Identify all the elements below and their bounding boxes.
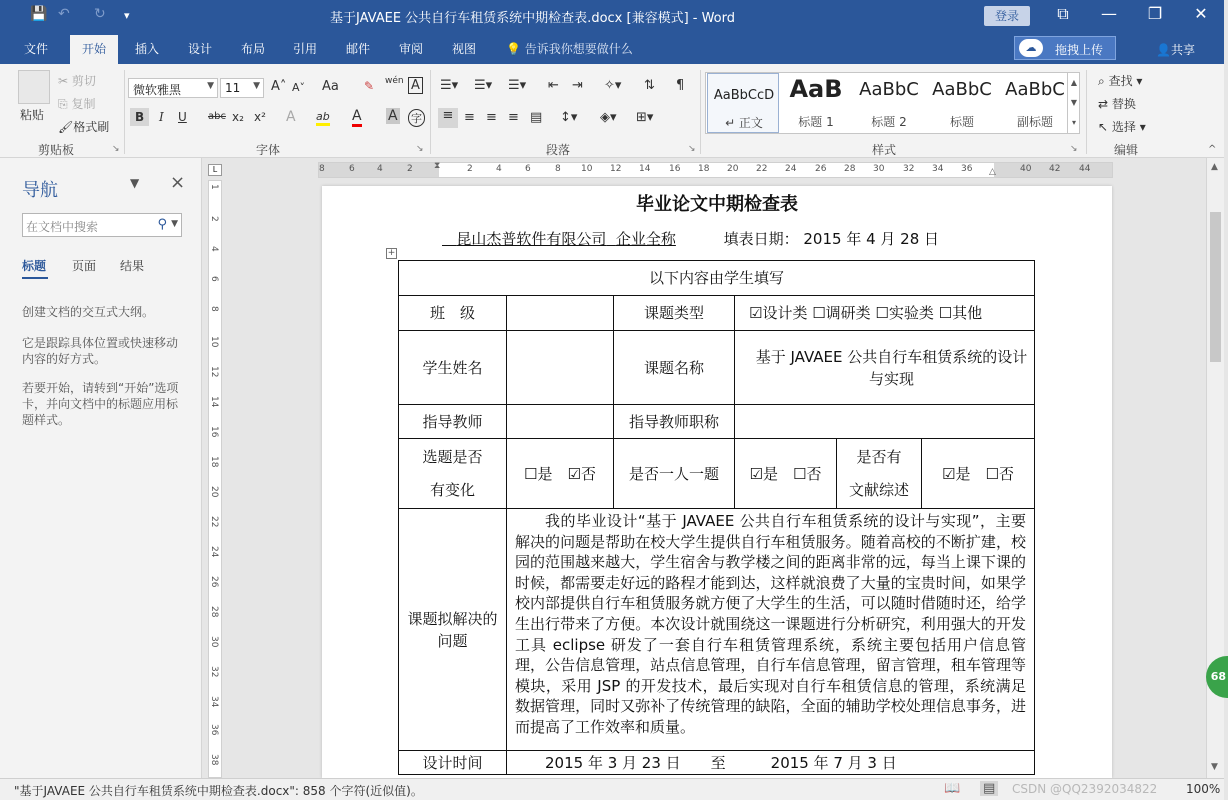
ruler-number: 18 <box>209 456 219 468</box>
numbering-icon[interactable]: ☰▾ <box>474 78 493 93</box>
ruler-number: 28 <box>844 164 856 174</box>
table-move-handle-icon[interactable]: + <box>387 248 396 258</box>
scrollbar-thumb[interactable] <box>1210 212 1221 362</box>
ruler-number: 10 <box>581 164 593 174</box>
paste-button[interactable]: 粘贴 <box>20 108 45 122</box>
ruler-number: 34 <box>932 164 944 174</box>
format-painter-button[interactable]: 🖌格式刷 <box>58 120 110 134</box>
tell-me-search[interactable] <box>506 40 633 57</box>
underline-button[interactable]: U <box>178 110 187 124</box>
design-time-label: 设计时间 <box>399 751 507 775</box>
status-bar <box>0 778 1224 800</box>
topic-name-label: 课题名称 <box>614 331 735 405</box>
font-color-button[interactable]: A <box>352 108 362 127</box>
phonetic-guide-button[interactable]: wén <box>385 76 404 86</box>
window-title: 基于JAVAEE 公共自行车租赁系统中期检查表.docx [兼容模式] - Word <box>330 11 736 26</box>
share-label: 共享 <box>1170 43 1195 57</box>
italic-button[interactable]: I <box>159 110 164 124</box>
tab-references[interactable]: 引用 <box>293 42 318 56</box>
indent-marker-icon[interactable]: ⧗ <box>434 161 441 171</box>
align-right-icon[interactable]: ≡ <box>486 110 497 125</box>
search-icon[interactable]: ⚲ <box>157 217 167 232</box>
ruler-number: 28 <box>209 606 219 618</box>
copy-button[interactable]: ⎘ 复制 <box>58 97 96 111</box>
ruler-number: 4 <box>496 164 502 174</box>
asian-layout-icon[interactable]: ✧▾ <box>604 78 622 93</box>
select-button[interactable]: ↖ 选择 ▾ <box>1098 120 1146 134</box>
clipboard-launcher-icon[interactable]: ↘ <box>112 144 120 154</box>
ruler-number: 12 <box>209 366 219 378</box>
ruler-number: 14 <box>639 164 651 174</box>
styles-gallery <box>705 72 1080 134</box>
horizontal-ruler <box>318 162 1113 178</box>
style-subtitle[interactable]: AaBbC 副标题 <box>1005 79 1065 129</box>
ruler-number: 4 <box>377 164 383 174</box>
advisor-cell[interactable] <box>507 405 614 439</box>
chevron-down-icon: ▼ <box>207 81 214 91</box>
ruler-number: 6 <box>525 164 531 174</box>
nav-message: 创建文档的交互式大纲。 <box>22 305 155 319</box>
distributed-icon[interactable]: ▤ <box>530 110 543 125</box>
undo-icon[interactable]: ↶ <box>58 6 70 22</box>
ruler-number: 14 <box>209 396 219 408</box>
highlight-button[interactable]: ab <box>316 110 330 126</box>
problem-text-cell[interactable]: 我的毕业设计“基于 JAVAEE 公共自行车租赁系统的设计与实现”，主要解决的问题是帮助在校大学生提供自行车租赁服务。随着高校的不断扩建，校园的范围越来越大，学生宿舍与教学楼之间的距离非常的远，每当上课下课的时候，都需要走好远的路程才能到达，这样就浪费了大量的宝贵时间，如果学校内部提供自行车租赁服务就方便了大学生的生活，可以随时借随时还，给学生出行带来了方便。本次设计就围绕这一课题进行分析研究，利用强大的开发工具 eclipse 研发了一套自行车租赁管理系统，系统主要包括用户信息管理，公告信息管理，站点信息管理，自行车信息管理，留言管理，租车管理等模块，采用 JSP 的开发技术，最后实现对自行车租赁信息的管理，系统满足数据管理，同时又弥补了传统管理的缺陷，全面的辅助学校处理信息事务，进而提高了工作效率和质量。 <box>507 509 1035 751</box>
watermark-text: CSDN @QQ2392034822 <box>1012 782 1158 796</box>
ruler-number: 10 <box>209 336 219 348</box>
problem-label: 课题拟解决的问题 <box>399 509 507 751</box>
ribbon-home <box>0 64 1224 158</box>
topic-changed-label: 选题是否 有变化 <box>399 439 507 509</box>
tell-me-label: 告诉我你想要做什么 <box>524 42 633 56</box>
increase-indent-icon[interactable]: ⇥ <box>572 78 583 93</box>
cloud-upload-label: 拖拽上传 <box>1055 43 1104 57</box>
paste-icon[interactable] <box>18 70 50 104</box>
ruler-number: 30 <box>209 636 219 648</box>
ruler-number: 6 <box>209 276 219 282</box>
zoom-level[interactable]: 100% <box>1186 782 1221 796</box>
ruler-number: 26 <box>209 576 219 588</box>
scroll-down-icon[interactable]: ▼ <box>1211 762 1218 772</box>
nav-options-icon[interactable]: ▼ <box>130 176 140 190</box>
ruler-number: 22 <box>209 516 219 528</box>
replace-icon: ⇄ <box>1098 97 1109 111</box>
ruler-number: 2 <box>467 164 473 174</box>
sort-icon[interactable]: ⇅ <box>644 78 655 93</box>
subscript-button[interactable]: x₂ <box>232 110 244 124</box>
nav-tab-pages[interactable]: 页面 <box>72 259 97 273</box>
change-case-button[interactable]: Aa <box>322 79 339 94</box>
share-button[interactable] <box>1156 41 1195 58</box>
document-page[interactable] <box>322 186 1112 778</box>
replace-button[interactable]: ⇄ 替换 <box>1098 97 1136 111</box>
strikethrough-button[interactable]: abc <box>208 111 226 122</box>
advisor-label: 指导教师 <box>399 405 507 439</box>
tab-insert[interactable]: 插入 <box>135 42 160 56</box>
restore-button[interactable]: ❐ <box>1147 4 1163 23</box>
editing-group-label: 编辑 <box>1114 143 1139 157</box>
tab-mailings[interactable]: 邮件 <box>346 42 371 56</box>
class-value-cell[interactable] <box>507 296 614 331</box>
ruler-number: 24 <box>785 164 797 174</box>
ruler-number: 6 <box>349 164 355 174</box>
company-name: 昆山杰普软件有限公司 <box>456 230 607 248</box>
ruler-number: 24 <box>209 546 219 558</box>
tab-home[interactable]: 开始 <box>70 35 118 64</box>
doc-title: 毕业论文中期检查表 <box>636 194 798 215</box>
company-suffix: 企业全称 <box>615 230 676 248</box>
vertical-ruler <box>204 158 224 778</box>
paragraph-launcher-icon[interactable]: ↘ <box>688 144 696 154</box>
vertical-ruler-strip <box>208 180 222 778</box>
paragraph-group-label: 段落 <box>546 143 571 157</box>
clipboard-group-label: 剪贴板 <box>38 143 75 157</box>
style-normal[interactable]: AaBbCcD ↵ 正文 <box>707 73 779 133</box>
date-value: 2015 年 4 月 28 日 <box>803 230 940 248</box>
navigation-pane <box>0 158 202 778</box>
bold-button[interactable]: B <box>130 108 149 126</box>
ruler-number: 18 <box>698 164 710 174</box>
save-icon[interactable]: 💾 <box>30 6 48 22</box>
line-spacing-icon[interactable]: ↕▾ <box>560 110 578 125</box>
cloud-icon: ☁ <box>1019 39 1043 57</box>
copy-icon: ⎘ <box>58 97 68 111</box>
check-form-table <box>398 260 1035 775</box>
title-bar <box>0 0 1224 32</box>
one-per-topic-value[interactable]: ☑是 ☐否 <box>735 439 837 509</box>
login-button[interactable]: 登录 <box>984 6 1030 26</box>
nav-message: 它是跟踪具体位置或快速移动内容的好方式。 <box>22 336 179 366</box>
lit-review-label: 是否有 文献综述 <box>837 439 922 509</box>
read-mode-icon[interactable]: 📖 <box>944 781 961 796</box>
shading-icon[interactable]: ◈▾ <box>600 110 617 125</box>
tab-view[interactable]: 视图 <box>452 42 477 56</box>
borders-icon[interactable]: ⊞▾ <box>636 110 654 125</box>
ruler-number: 8 <box>555 164 561 174</box>
class-label: 班 级 <box>399 296 507 331</box>
nav-pane-title: 导航 <box>22 180 58 201</box>
superscript-button[interactable]: x² <box>254 110 266 124</box>
nav-tab-headings[interactable]: 标题 <box>22 259 47 273</box>
chevron-down-icon: ▼ <box>253 81 260 91</box>
tab-selector-icon[interactable]: L <box>208 164 222 176</box>
clear-format-icon[interactable]: ✎ <box>364 79 375 93</box>
student-name-cell[interactable] <box>507 331 614 405</box>
ruler-number: 38 <box>209 754 219 766</box>
find-button[interactable]: ⌕ 查找 ▾ <box>1098 74 1143 88</box>
char-border-button[interactable]: A <box>408 77 423 94</box>
lightbulb-icon: 💡 <box>506 42 521 56</box>
styles-scroll-icon[interactable]: ▲ ▼ ▾ <box>1067 73 1080 133</box>
ruler-number: 8 <box>209 306 219 312</box>
nav-search-input[interactable]: 在文档中搜索 ⚲ ▼ <box>22 213 182 237</box>
ruler-number: 44 <box>1079 164 1091 174</box>
design-time-value[interactable]: 2015 年 3 月 23 日 至 2015 年 7 月 3 日 <box>507 751 1035 775</box>
ruler-number: 26 <box>815 164 827 174</box>
tab-review[interactable]: 审阅 <box>399 42 424 56</box>
ruler-number: 1 <box>209 184 219 190</box>
cursor-icon: ↖ <box>1098 120 1109 134</box>
styles-launcher-icon[interactable]: ↘ <box>1070 144 1078 154</box>
ruler-number: 2 <box>209 216 219 222</box>
ruler-number: 30 <box>873 164 885 174</box>
decrease-indent-icon[interactable]: ⇤ <box>548 78 559 93</box>
nav-tab-results[interactable]: 结果 <box>120 259 145 273</box>
ribbon-tab-bar <box>0 32 1224 64</box>
customize-qat-icon[interactable]: ▾ <box>124 9 130 22</box>
advisor-title-cell[interactable] <box>735 405 1035 439</box>
ruler-number: 16 <box>669 164 681 174</box>
ruler-number: 42 <box>1049 164 1061 174</box>
ruler-number: 36 <box>209 724 219 736</box>
text-effects-button[interactable]: A <box>286 109 296 125</box>
font-group-label: 字体 <box>256 143 281 157</box>
right-indent-marker-icon[interactable]: △ <box>989 167 996 177</box>
ruler-number: 20 <box>727 164 739 174</box>
doc-company-line <box>442 228 939 249</box>
bullets-icon[interactable]: ☰▾ <box>440 78 459 93</box>
tab-file[interactable]: 文件 <box>24 42 49 56</box>
style-heading-1[interactable]: AaB 标题 1 <box>789 75 843 129</box>
topic-name-value[interactable]: 基于 JAVAEE 公共自行车租赁系统的设计与实现 <box>735 331 1035 405</box>
floating-badge[interactable]: 68 <box>1206 656 1228 698</box>
advisor-title-label: 指导教师职称 <box>614 405 735 439</box>
align-left-icon[interactable]: ≡ <box>438 108 458 128</box>
topic-changed-value[interactable]: ☐是 ☑否 <box>507 439 614 509</box>
close-icon[interactable]: × <box>170 172 186 193</box>
ruler-number: 22 <box>756 164 768 174</box>
word-count-status[interactable]: "基于JAVAEE 公共自行车租赁系统中期检查表.docx": 858 个字符(近似值)。 <box>14 784 423 798</box>
tab-design[interactable]: 设计 <box>188 42 213 56</box>
ruler-number: 34 <box>209 696 219 708</box>
justify-icon[interactable]: ≡ <box>508 110 519 125</box>
close-button[interactable]: ✕ <box>1194 4 1208 23</box>
active-tab-indicator <box>22 277 48 279</box>
scroll-up-icon[interactable]: ▲ <box>1211 162 1218 172</box>
ruler-number: 8 <box>319 164 325 174</box>
multilevel-list-icon[interactable]: ☰▾ <box>508 78 527 93</box>
cut-button[interactable]: ✂ 剪切 <box>58 74 96 88</box>
chevron-down-icon[interactable]: ▼ <box>171 219 178 229</box>
tab-layout[interactable]: 布局 <box>241 42 266 56</box>
collapse-ribbon-icon[interactable]: ^ <box>1208 144 1217 155</box>
ribbon-display-options-icon[interactable]: ⧉ <box>1057 4 1069 23</box>
font-name-combo[interactable]: 微软雅黑 ▼ <box>128 78 218 98</box>
topic-type-value[interactable]: ☑设计类 ☐调研类 ☐实验类 ☐其他 <box>735 296 1035 331</box>
font-launcher-icon[interactable]: ↘ <box>416 144 424 154</box>
lit-review-value[interactable]: ☑是 ☐否 <box>922 439 1035 509</box>
ruler-number: 16 <box>209 426 219 438</box>
redo-icon[interactable]: ↻ <box>94 6 106 22</box>
student-name-label: 学生姓名 <box>399 331 507 405</box>
ruler-number: 20 <box>209 486 219 498</box>
enclose-chars-button[interactable]: 字 <box>408 109 425 127</box>
grow-font-button[interactable]: A˄ <box>271 79 287 94</box>
scissors-icon: ✂ <box>58 74 69 88</box>
nav-message: 若要开始，请转到“开始”选项卡，并向文档中的标题应用标题样式。 <box>22 381 179 427</box>
ruler-number: 32 <box>209 666 219 678</box>
ruler-number: 32 <box>903 164 915 174</box>
brush-icon: 🖌 <box>58 120 74 134</box>
table-header-cell: 以下内容由学生填写 <box>399 261 1035 296</box>
style-title[interactable]: AaBbC 标题 <box>932 79 992 129</box>
ruler-number: 4 <box>209 246 219 252</box>
ruler-number: 12 <box>610 164 622 174</box>
person-icon: 👤 <box>1156 43 1171 57</box>
print-layout-icon[interactable]: ▤ <box>980 781 998 796</box>
shrink-font-button[interactable]: A˅ <box>292 81 306 94</box>
ruler-number: 2 <box>407 164 413 174</box>
topic-type-label: 课题类型 <box>614 296 735 331</box>
search-icon: ⌕ <box>1098 74 1105 88</box>
one-per-topic-label: 是否一人一题 <box>614 439 735 509</box>
ruler-number: 36 <box>961 164 973 174</box>
date-label: 填表日期： <box>723 230 799 248</box>
style-heading-2[interactable]: AaBbC 标题 2 <box>859 79 919 129</box>
align-center-icon[interactable]: ≡ <box>464 110 475 125</box>
styles-group-label: 样式 <box>872 143 897 157</box>
ruler-number: 40 <box>1020 164 1032 174</box>
cloud-upload-button[interactable] <box>1014 36 1116 60</box>
font-size-combo[interactable]: 11 ▼ <box>220 78 264 98</box>
show-marks-icon[interactable]: ¶ <box>676 78 685 93</box>
minimize-button[interactable]: — <box>1101 4 1117 23</box>
char-shading-button[interactable]: A <box>388 108 398 124</box>
